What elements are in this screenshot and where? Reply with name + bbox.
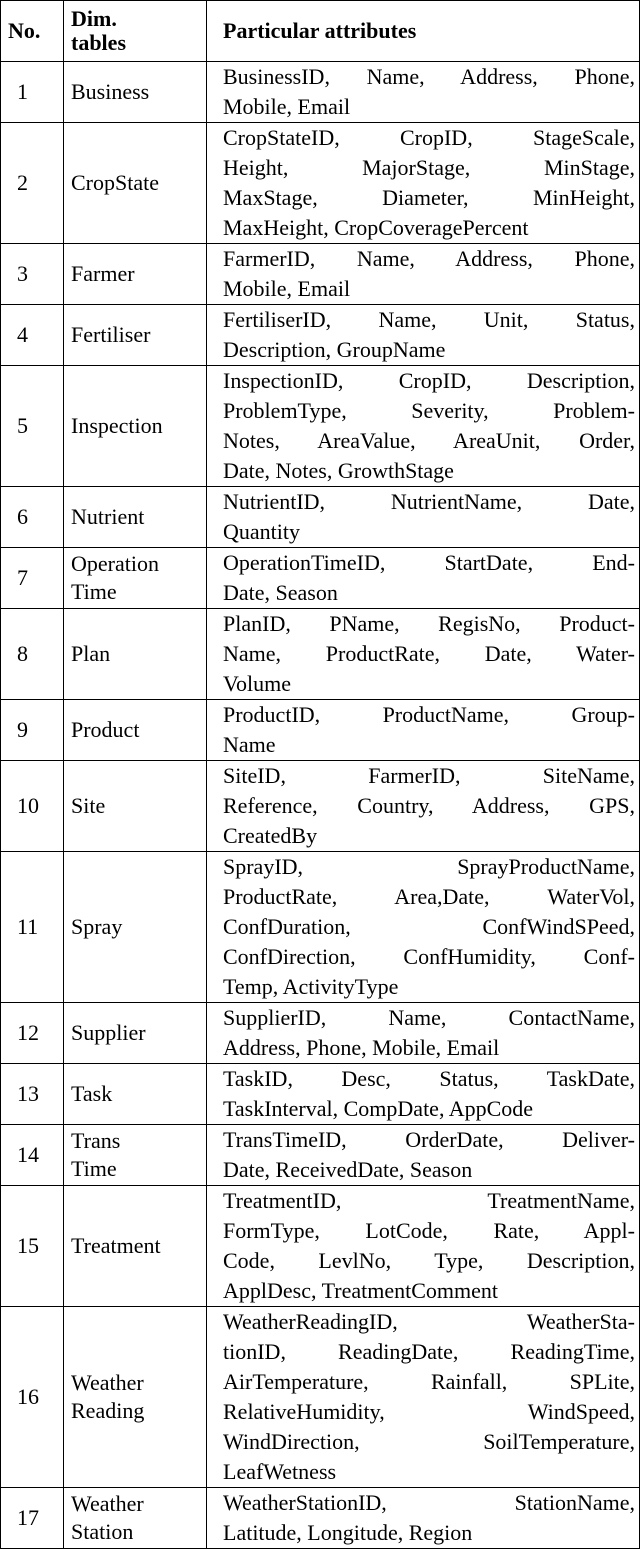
table-row — [1, 366, 640, 487]
attributes-cell — [207, 1186, 640, 1307]
table-row — [1, 1125, 640, 1186]
dim-name-line: Reading — [71, 1398, 145, 1423]
attribute-line: Mobile, Email — [223, 94, 351, 119]
attribute-line: Volume — [223, 671, 292, 696]
attribute-line: Height, MajorStage, MinStage, — [223, 155, 635, 180]
attribute-line: ProductID, ProductName, Group- — [223, 702, 635, 727]
attribute-line: Name — [223, 732, 276, 757]
dim-table-name — [64, 1125, 207, 1186]
header-attributes: Particular attributes — [207, 1, 640, 62]
dim-table-name — [64, 1186, 207, 1307]
attribute-line: InspectionID, CropID, Description, — [223, 368, 635, 393]
attributes-cell — [207, 1488, 640, 1549]
row-number: 15 — [1, 1186, 64, 1307]
row-number: 2 — [1, 123, 64, 244]
dim-table-name — [64, 487, 207, 548]
dim-name-line: Inspection — [71, 413, 163, 438]
row-number: 3 — [1, 244, 64, 305]
dim-table-name — [64, 62, 207, 123]
row-number: 13 — [1, 1064, 64, 1125]
attribute-line: TreatmentID, TreatmentName, — [223, 1188, 635, 1213]
attribute-line: Mobile, Email — [223, 276, 351, 301]
dim-name-line: Farmer — [71, 261, 135, 286]
attribute-line: TaskID, Desc, Status, TaskDate, — [223, 1066, 635, 1091]
dim-name-line: Nutrient — [71, 504, 145, 529]
dim-name-line: Fertiliser — [71, 322, 151, 347]
attribute-line: PlanID, PName, RegisNo, Product- — [223, 611, 635, 636]
table-row — [1, 852, 640, 1003]
attributes-cell — [207, 1125, 640, 1186]
row-number: 8 — [1, 609, 64, 700]
attribute-line: OperationTimeID, StartDate, End- — [223, 550, 635, 575]
table-row — [1, 1186, 640, 1307]
header-dim-line: tables — [71, 30, 126, 55]
attribute-line: Date, Season — [223, 580, 338, 605]
attribute-line: Name, ProductRate, Date, Water- — [223, 641, 635, 666]
attribute-line: CreatedBy — [223, 823, 318, 848]
row-number: 17 — [1, 1488, 64, 1549]
table-row — [1, 548, 640, 609]
attributes-cell — [207, 244, 640, 305]
table-row — [1, 1064, 640, 1125]
attribute-line: ProductRate, Area,Date, WaterVol, — [223, 884, 635, 909]
attribute-line: RelativeHumidity, WindSpeed, — [223, 1399, 635, 1424]
dim-name-line: Task — [71, 1081, 113, 1106]
attribute-line: Description, GroupName — [223, 337, 446, 362]
row-number: 16 — [1, 1307, 64, 1488]
header-row — [1, 1, 640, 62]
table-row — [1, 700, 640, 761]
table-row — [1, 305, 640, 366]
attributes-cell — [207, 700, 640, 761]
attribute-line: LeafWetness — [223, 1459, 337, 1484]
attribute-line: tionID, ReadingDate, ReadingTime, — [223, 1339, 635, 1364]
dim-table-name — [64, 123, 207, 244]
attribute-line: ProblemType, Severity, Problem- — [223, 398, 635, 423]
dim-table-name — [64, 244, 207, 305]
table-row — [1, 62, 640, 123]
dim-table-name — [64, 852, 207, 1003]
attribute-line: TransTimeID, OrderDate, Deliver- — [223, 1127, 635, 1152]
dim-table-name — [64, 1003, 207, 1064]
dim-table-name — [64, 548, 207, 609]
attribute-line: ApplDesc, TreatmentComment — [223, 1278, 498, 1303]
attribute-line: Address, Phone, Mobile, Email — [223, 1035, 500, 1060]
dim-table-name — [64, 1488, 207, 1549]
header-dim — [64, 1, 207, 62]
table-row — [1, 1488, 640, 1549]
table-row — [1, 123, 640, 244]
attribute-line: WeatherReadingID, WeatherSta- — [223, 1309, 635, 1334]
row-number: 10 — [1, 761, 64, 852]
attributes-cell — [207, 761, 640, 852]
row-number: 4 — [1, 305, 64, 366]
dim-table-name — [64, 366, 207, 487]
dim-table-name — [64, 761, 207, 852]
attributes-cell — [207, 609, 640, 700]
row-number: 11 — [1, 852, 64, 1003]
dim-table-name — [64, 1064, 207, 1125]
attribute-line: CropStateID, CropID, StageScale, — [223, 125, 635, 150]
attributes-cell — [207, 852, 640, 1003]
table-row — [1, 244, 640, 305]
dim-name-line: Site — [71, 793, 106, 818]
row-number: 9 — [1, 700, 64, 761]
dim-name-line: Product — [71, 717, 140, 742]
table-row — [1, 1307, 640, 1488]
attribute-line: SprayID, SprayProductName, — [223, 854, 635, 879]
attribute-line: Reference, Country, Address, GPS, — [223, 793, 635, 818]
dim-table-name — [64, 1307, 207, 1488]
dim-name-line: Trans — [71, 1128, 121, 1153]
dim-table-name — [64, 609, 207, 700]
attribute-line: FormType, LotCode, Rate, Appl- — [223, 1218, 635, 1243]
attribute-line: TaskInterval, CompDate, AppCode — [223, 1096, 534, 1121]
dim-name-line: Spray — [71, 914, 123, 939]
row-number: 14 — [1, 1125, 64, 1186]
dim-name-line: Treatment — [71, 1233, 161, 1258]
attributes-cell — [207, 62, 640, 123]
attribute-line: BusinessID, Name, Address, Phone, — [223, 64, 635, 89]
attribute-line: MaxHeight, CropCoveragePercent — [223, 215, 529, 240]
attributes-cell — [207, 487, 640, 548]
attribute-line: AirTemperature, Rainfall, SPLite, — [223, 1369, 635, 1394]
dim-table-name — [64, 305, 207, 366]
table-row — [1, 487, 640, 548]
attribute-line: WindDirection, SoilTemperature, — [223, 1429, 635, 1454]
attribute-line: Latitude, Longitude, Region — [223, 1520, 473, 1545]
dim-table-name — [64, 700, 207, 761]
header-no: No. — [1, 1, 64, 62]
attributes-cell — [207, 305, 640, 366]
attributes-cell — [207, 1003, 640, 1064]
row-number: 5 — [1, 366, 64, 487]
attributes-cell — [207, 123, 640, 244]
dim-name-line: Time — [71, 579, 117, 604]
dim-name-line: Operation — [71, 551, 159, 576]
attribute-line: Temp, ActivityType — [223, 974, 399, 999]
header-dim-line: Dim. — [71, 6, 117, 31]
attribute-line: MaxStage, Diameter, MinHeight, — [223, 185, 635, 210]
attribute-line: Code, LevlNo, Type, Description, — [223, 1248, 635, 1273]
attribute-line: FarmerID, Name, Address, Phone, — [223, 246, 635, 271]
dim-name-line: Plan — [71, 641, 111, 666]
dim-name-line: CropState — [71, 170, 159, 195]
dim-name-line: Station — [71, 1519, 134, 1544]
attribute-line: Date, ReceivedDate, Season — [223, 1157, 473, 1182]
table-row — [1, 609, 640, 700]
dim-name-line: Business — [71, 79, 150, 104]
attribute-line: ConfDirection, ConfHumidity, Conf- — [223, 944, 635, 969]
dim-name-line: Supplier — [71, 1020, 146, 1045]
attribute-line: SiteID, FarmerID, SiteName, — [223, 763, 635, 788]
attribute-line: ConfDuration, ConfWindSPeed, — [223, 914, 635, 939]
attribute-line: NutrientID, NutrientName, Date, — [223, 489, 635, 514]
table-body — [1, 62, 640, 1549]
dim-name-line: Time — [71, 1156, 117, 1181]
attributes-cell — [207, 548, 640, 609]
attribute-line: WeatherStationID, StationName, — [223, 1490, 635, 1515]
table-row — [1, 1003, 640, 1064]
table-row — [1, 761, 640, 852]
attribute-line: Date, Notes, GrowthStage — [223, 458, 454, 483]
dim-name-line: Weather — [71, 1370, 144, 1395]
attributes-cell — [207, 1307, 640, 1488]
row-number: 7 — [1, 548, 64, 609]
row-number: 6 — [1, 487, 64, 548]
attributes-cell — [207, 1064, 640, 1125]
dim-name-line: Weather — [71, 1491, 144, 1516]
attributes-cell — [207, 366, 640, 487]
row-number: 1 — [1, 62, 64, 123]
row-number: 12 — [1, 1003, 64, 1064]
attribute-line: FertiliserID, Name, Unit, Status, — [223, 307, 635, 332]
attribute-line: SupplierID, Name, ContactName, — [223, 1005, 635, 1030]
attribute-line: Notes, AreaValue, AreaUnit, Order, — [223, 428, 635, 453]
attribute-line: Quantity — [223, 519, 300, 544]
